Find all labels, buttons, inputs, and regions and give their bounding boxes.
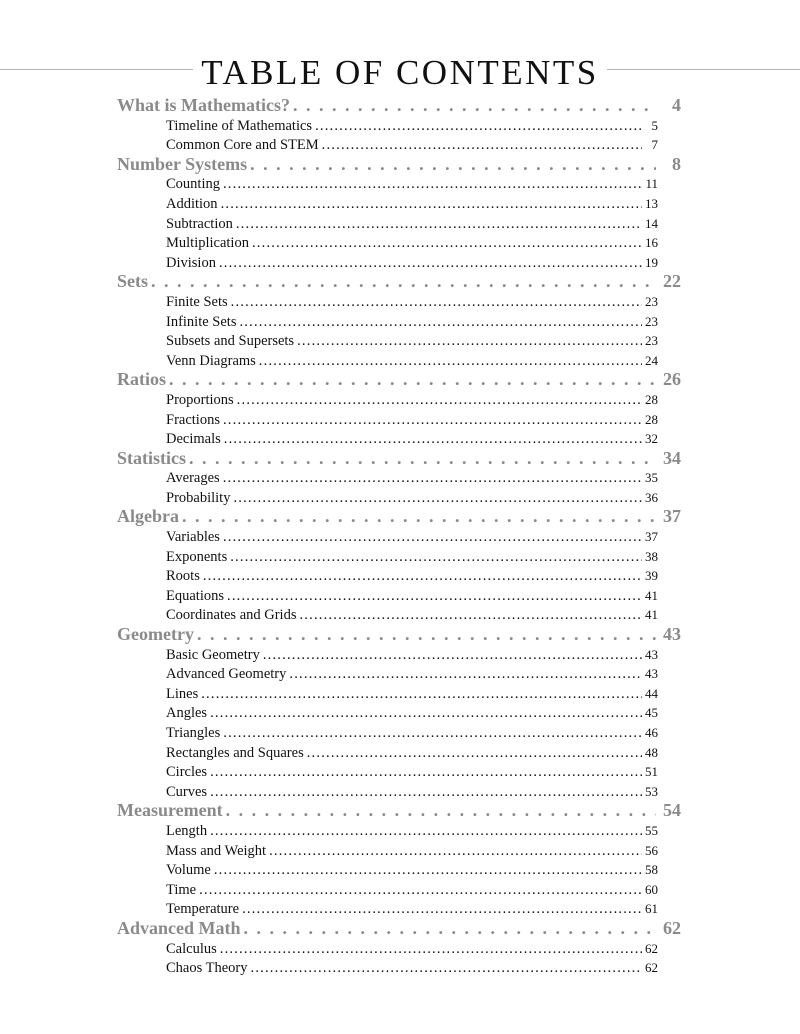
toc-entry-row bbox=[117, 703, 658, 723]
toc-entry-title: Probability bbox=[166, 489, 231, 506]
dot-leader bbox=[299, 606, 642, 626]
dot-leader bbox=[251, 959, 643, 979]
toc-section-row bbox=[117, 155, 681, 175]
toc-entry-title: Multiplication bbox=[166, 235, 249, 252]
toc-entry-title: Averages bbox=[166, 470, 220, 487]
toc-entry-row bbox=[117, 390, 658, 410]
toc-entry-title: Counting bbox=[166, 176, 220, 193]
toc-section-row bbox=[117, 625, 681, 645]
toc-entry-title: Time bbox=[166, 881, 197, 898]
toc-section-title: Statistics bbox=[117, 447, 186, 468]
toc-entry-row bbox=[117, 351, 658, 371]
toc-section-title: Ratios bbox=[117, 369, 166, 390]
toc-entry-title: Fractions bbox=[166, 411, 220, 428]
toc-entry-page-number: 23 bbox=[645, 293, 658, 309]
toc-entry-page-number: 51 bbox=[645, 764, 658, 780]
toc-entry-page-number: 56 bbox=[645, 842, 658, 858]
toc-section-title: Number Systems bbox=[117, 153, 248, 174]
dot-leader bbox=[219, 254, 642, 274]
toc-entry-title: Calculus bbox=[166, 940, 217, 957]
toc-section-row bbox=[117, 370, 681, 390]
dot-leader bbox=[169, 370, 656, 390]
dot-leader bbox=[231, 293, 642, 313]
toc-section-title: What is Mathematics? bbox=[117, 95, 290, 115]
toc-entry-title: Addition bbox=[166, 195, 218, 212]
toc-section-page-number: 37 bbox=[663, 506, 681, 527]
dot-leader bbox=[223, 175, 642, 195]
toc-section-page-number: 8 bbox=[672, 153, 681, 174]
dot-leader bbox=[230, 548, 642, 568]
toc-entry-row bbox=[117, 410, 658, 430]
dot-leader bbox=[210, 763, 642, 783]
toc-entry-row bbox=[117, 547, 658, 567]
toc-entry-row bbox=[117, 174, 658, 194]
toc-entry-row bbox=[117, 605, 658, 625]
toc-entry-page-number: 61 bbox=[645, 901, 658, 917]
dot-leader bbox=[223, 469, 642, 489]
toc-entry-row bbox=[117, 253, 658, 273]
table-of-contents bbox=[117, 96, 681, 978]
toc-section-row bbox=[117, 272, 681, 292]
toc-entry-title: Curves bbox=[166, 783, 208, 800]
toc-entry-row bbox=[117, 743, 658, 763]
toc-entry-page-number: 35 bbox=[645, 470, 658, 486]
dot-leader bbox=[210, 783, 642, 803]
toc-entry-title: Coordinates and Grids bbox=[166, 607, 297, 624]
toc-entry-page-number: 41 bbox=[645, 607, 658, 623]
toc-entry-row bbox=[117, 116, 658, 136]
page-title bbox=[0, 48, 800, 98]
toc-entry-title: Decimals bbox=[166, 431, 221, 448]
toc-entry-row bbox=[117, 194, 658, 214]
dot-leader bbox=[201, 685, 642, 705]
toc-entry-page-number: 44 bbox=[645, 685, 658, 701]
toc-section-title: Geometry bbox=[117, 624, 194, 645]
toc-section-page-number: 4 bbox=[672, 95, 681, 115]
toc-entry-page-number: 38 bbox=[645, 548, 658, 564]
dot-leader bbox=[252, 234, 642, 254]
dot-leader bbox=[297, 332, 642, 352]
toc-entry-page-number: 39 bbox=[645, 568, 658, 584]
toc-entry-page-number: 60 bbox=[645, 881, 658, 897]
toc-entry-page-number: 13 bbox=[645, 195, 658, 211]
toc-section-page-number: 62 bbox=[663, 917, 681, 938]
toc-entry-page-number: 36 bbox=[645, 489, 658, 505]
dot-leader bbox=[315, 117, 642, 137]
dot-leader bbox=[203, 567, 642, 587]
toc-entry-page-number: 41 bbox=[645, 587, 658, 603]
dot-leader bbox=[289, 665, 642, 685]
toc-entry-page-number: 53 bbox=[645, 783, 658, 799]
toc-entry-page-number: 23 bbox=[645, 313, 658, 329]
toc-entry-page-number: 58 bbox=[645, 862, 658, 878]
toc-entry-page-number: 24 bbox=[645, 352, 658, 368]
dot-leader bbox=[197, 625, 656, 645]
toc-entry-title: Circles bbox=[166, 764, 208, 781]
toc-section-page-number: 34 bbox=[663, 447, 681, 468]
toc-entry-title: Temperature bbox=[166, 901, 240, 918]
toc-entry-title: Timeline of Mathematics bbox=[166, 117, 313, 134]
toc-entry-row bbox=[117, 939, 658, 959]
dot-leader bbox=[236, 215, 642, 235]
toc-entry-page-number: 62 bbox=[645, 940, 658, 956]
toc-entry-title: Chaos Theory bbox=[166, 960, 248, 977]
toc-section-row bbox=[117, 919, 681, 939]
toc-entry-title: Equations bbox=[166, 587, 224, 604]
dot-leader bbox=[223, 528, 642, 548]
toc-entry-row bbox=[117, 880, 658, 900]
toc-entry-row bbox=[117, 586, 658, 606]
dot-leader bbox=[293, 96, 656, 116]
toc-entry-title: Volume bbox=[166, 862, 211, 879]
toc-section-row bbox=[117, 449, 681, 469]
toc-entry-title: Mass and Weight bbox=[166, 842, 267, 859]
dot-leader bbox=[250, 155, 656, 175]
toc-section-title: Algebra bbox=[117, 506, 179, 527]
toc-entry-row bbox=[117, 684, 658, 704]
toc-entry-title: Division bbox=[166, 254, 216, 271]
toc-entry-row bbox=[117, 214, 658, 234]
toc-entry-title: Venn Diagrams bbox=[166, 352, 256, 369]
toc-entry-title: Exponents bbox=[166, 548, 228, 565]
toc-entry-row bbox=[117, 899, 658, 919]
toc-section-page-number: 22 bbox=[663, 271, 681, 292]
toc-entry-title: Proportions bbox=[166, 391, 234, 408]
toc-entry-page-number: 43 bbox=[645, 666, 658, 682]
toc-entry-row bbox=[117, 664, 658, 684]
toc-entry-page-number: 45 bbox=[645, 705, 658, 721]
toc-entry-title: Infinite Sets bbox=[166, 313, 237, 330]
toc-entry-page-number: 48 bbox=[645, 744, 658, 760]
dot-leader bbox=[223, 724, 642, 744]
toc-entry-title: Subtraction bbox=[166, 215, 233, 232]
toc-entry-row bbox=[117, 566, 658, 586]
toc-entry-page-number: 32 bbox=[645, 431, 658, 447]
toc-entry-row bbox=[117, 527, 658, 547]
toc-entry-page-number: 23 bbox=[645, 333, 658, 349]
toc-entry-row bbox=[117, 468, 658, 488]
dot-leader bbox=[227, 587, 642, 607]
toc-entry-row bbox=[117, 488, 658, 508]
toc-entry-page-number: 7 bbox=[651, 137, 658, 153]
toc-section-row bbox=[117, 801, 681, 821]
toc-entry-row bbox=[117, 860, 658, 880]
toc-section-title: Sets bbox=[117, 271, 148, 292]
toc-entry-row bbox=[117, 782, 658, 802]
dot-leader bbox=[210, 704, 642, 724]
dot-leader bbox=[307, 744, 642, 764]
toc-entry-page-number: 37 bbox=[645, 529, 658, 545]
toc-entry-title: Triangles bbox=[166, 725, 221, 741]
toc-entry-page-number: 11 bbox=[645, 176, 658, 192]
toc-entry-row bbox=[117, 645, 658, 665]
toc-entry-row bbox=[117, 292, 658, 312]
toc-entry-row bbox=[117, 821, 658, 841]
toc-entry-title: Lines bbox=[166, 685, 199, 702]
toc-entry-page-number: 28 bbox=[645, 411, 658, 427]
toc-entry-row bbox=[117, 841, 658, 861]
toc-section-title: Advanced Math bbox=[117, 917, 241, 938]
toc-entry-row bbox=[117, 762, 658, 782]
dot-leader bbox=[269, 842, 642, 862]
toc-entry-title: Common Core and STEM bbox=[166, 137, 319, 154]
toc-entry-title: Variables bbox=[166, 529, 220, 546]
dot-leader bbox=[189, 449, 656, 469]
toc-section-row bbox=[117, 96, 681, 116]
toc-entry-row bbox=[117, 233, 658, 253]
toc-entry-page-number: 43 bbox=[645, 646, 658, 662]
dot-leader bbox=[210, 822, 642, 842]
dot-leader bbox=[226, 801, 656, 821]
toc-entry-page-number: 5 bbox=[651, 117, 658, 133]
toc-entry-row bbox=[117, 135, 658, 155]
toc-entry-title: Length bbox=[166, 822, 208, 839]
dot-leader bbox=[259, 352, 642, 372]
dot-leader bbox=[224, 430, 642, 450]
toc-entry-page-number: 55 bbox=[645, 822, 658, 838]
toc-section-page-number: 26 bbox=[663, 369, 681, 390]
dot-leader bbox=[199, 881, 642, 901]
toc-entry-page-number: 46 bbox=[645, 725, 658, 740]
dot-leader bbox=[242, 900, 642, 920]
toc-entry-row bbox=[117, 723, 658, 743]
dot-leader bbox=[182, 507, 656, 527]
toc-entry-title: Rectangles and Squares bbox=[166, 744, 304, 761]
toc-section-row bbox=[117, 507, 681, 527]
toc-entry-row bbox=[117, 312, 658, 332]
dot-leader bbox=[221, 195, 642, 215]
toc-entry-title: Advanced Geometry bbox=[166, 666, 287, 683]
toc-entry-page-number: 62 bbox=[645, 960, 658, 976]
dot-leader bbox=[263, 646, 642, 666]
dot-leader bbox=[233, 489, 642, 509]
toc-section-page-number: 43 bbox=[663, 624, 681, 645]
dot-leader bbox=[214, 861, 642, 881]
toc-entry-row bbox=[117, 429, 658, 449]
toc-entry-title: Subsets and Supersets bbox=[166, 333, 295, 350]
toc-section-title: Measurement bbox=[117, 800, 223, 821]
page-title-text: TABLE OF CONTENTS bbox=[193, 53, 606, 92]
toc-entry-page-number: 14 bbox=[645, 215, 658, 231]
toc-entry-page-number: 28 bbox=[645, 391, 658, 407]
dot-leader bbox=[223, 411, 642, 431]
dot-leader bbox=[239, 313, 642, 333]
toc-section-page-number: 54 bbox=[663, 800, 681, 821]
toc-entry-title: Roots bbox=[166, 568, 200, 585]
dot-leader bbox=[220, 940, 642, 960]
toc-entry-row bbox=[117, 958, 658, 978]
toc-entry-page-number: 16 bbox=[645, 235, 658, 251]
toc-entry-page-number: 19 bbox=[645, 254, 658, 270]
dot-leader bbox=[237, 391, 642, 411]
dot-leader bbox=[322, 136, 642, 156]
toc-entry-title: Finite Sets bbox=[166, 293, 228, 310]
dot-leader bbox=[244, 919, 656, 939]
toc-entry-title: Basic Geometry bbox=[166, 646, 260, 663]
toc-entry-title: Angles bbox=[166, 705, 208, 722]
dot-leader bbox=[151, 272, 656, 292]
toc-entry-row bbox=[117, 331, 658, 351]
